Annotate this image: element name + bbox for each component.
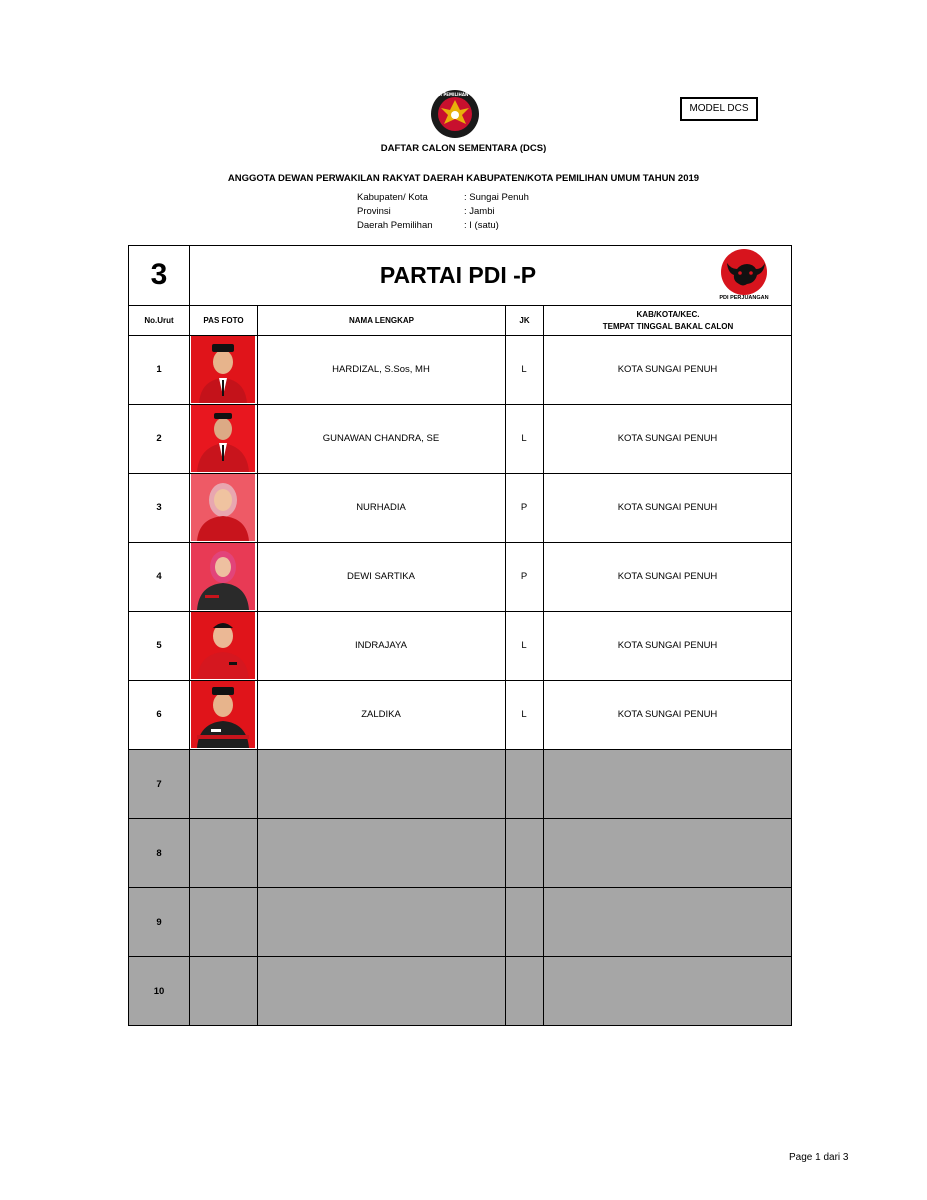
row-number: 3 xyxy=(156,502,162,513)
info-label: Daerah Pemilihan xyxy=(357,220,433,231)
column-header-kab xyxy=(544,306,792,335)
info-value: : I (satu) xyxy=(464,220,499,231)
table-row xyxy=(128,680,792,749)
table-row xyxy=(128,335,792,404)
candidate-gender: L xyxy=(521,709,527,720)
info-row-dapil xyxy=(357,220,499,231)
candidate-gender: L xyxy=(521,433,527,444)
info-label: Provinsi xyxy=(357,206,391,217)
candidate-name: NURHADIA xyxy=(356,502,406,513)
candidate-photo-icon xyxy=(191,543,255,610)
table-row xyxy=(128,404,792,473)
info-row-provinsi xyxy=(357,206,495,217)
document-title: DAFTAR CALON SEMENTARA (DCS) xyxy=(380,143,547,154)
table-row xyxy=(128,957,792,1026)
candidate-gender: P xyxy=(520,571,528,582)
candidate-gender: P xyxy=(520,502,528,513)
candidate-residence: KOTA SUNGAI PENUH xyxy=(617,433,718,444)
info-label: Kabupaten/ Kota xyxy=(357,192,428,203)
table-row xyxy=(128,888,792,957)
column-header-nama: NAMA LENGKAP xyxy=(348,315,415,325)
candidate-gender: L xyxy=(521,364,527,375)
party-logo-caption: PDI PERJUANGAN xyxy=(719,295,769,301)
row-number: 4 xyxy=(156,571,162,582)
row-number: 8 xyxy=(156,848,162,859)
table-row xyxy=(128,473,792,542)
column-header-foto: PAS FOTO xyxy=(203,315,244,325)
info-row-kabupaten xyxy=(357,192,529,203)
candidate-residence: KOTA SUNGAI PENUH xyxy=(617,640,718,651)
row-number: 2 xyxy=(156,433,162,444)
candidate-photo-icon xyxy=(191,612,255,679)
info-value: : Sungai Penuh xyxy=(464,192,529,203)
column-header-kab-line2: TEMPAT TINGGAL BAKAL CALON xyxy=(602,321,734,331)
kpu-logo-icon xyxy=(425,88,485,140)
table-row xyxy=(128,750,792,819)
info-value: : Jambi xyxy=(464,206,495,217)
candidate-residence: KOTA SUNGAI PENUH xyxy=(617,502,718,513)
row-number: 10 xyxy=(153,986,165,997)
table-row xyxy=(128,611,792,680)
row-number: 5 xyxy=(156,640,162,651)
model-label: MODEL DCS xyxy=(680,97,758,121)
column-header-jk: JK xyxy=(519,315,530,325)
document-subtitle: ANGGOTA DEWAN PERWAKILAN RAKYAT DAERAH KABUPATEN/KOTA PEMILIHAN UMUM TAHUN 2019 xyxy=(227,173,700,184)
kpu-logo-text: KOMISI PEMILIHAN UMUM xyxy=(425,92,485,97)
candidate-name: DEWI SARTIKA xyxy=(347,571,415,582)
column-header-kab-line1: KAB/KOTA/KEC. xyxy=(636,309,700,319)
table-row xyxy=(128,542,792,611)
column-header-no: No.Urut xyxy=(144,315,174,325)
candidate-photo-icon xyxy=(191,336,255,403)
candidate-name: HARDIZAL, S.Sos, MH xyxy=(332,364,430,375)
candidate-name: ZALDIKA xyxy=(361,709,401,720)
row-number: 6 xyxy=(156,709,162,720)
party-name: PARTAI PDI -P xyxy=(379,261,537,288)
candidate-name: INDRAJAYA xyxy=(355,640,407,651)
table-row xyxy=(128,819,792,888)
row-number: 1 xyxy=(156,364,162,375)
page-number: Page 1 dari 3 xyxy=(789,1152,849,1163)
candidate-photo-icon xyxy=(191,474,255,541)
party-number: 3 xyxy=(150,258,168,291)
candidate-gender: L xyxy=(521,640,527,651)
candidate-photo-icon xyxy=(191,405,255,472)
candidate-residence: KOTA SUNGAI PENUH xyxy=(617,364,718,375)
candidate-residence: KOTA SUNGAI PENUH xyxy=(617,571,718,582)
candidate-residence: KOTA SUNGAI PENUH xyxy=(617,709,718,720)
row-number: 9 xyxy=(156,917,162,928)
candidate-name: GUNAWAN CHANDRA, SE xyxy=(322,433,440,444)
candidate-photo-icon xyxy=(191,681,255,748)
row-number: 7 xyxy=(156,779,162,790)
